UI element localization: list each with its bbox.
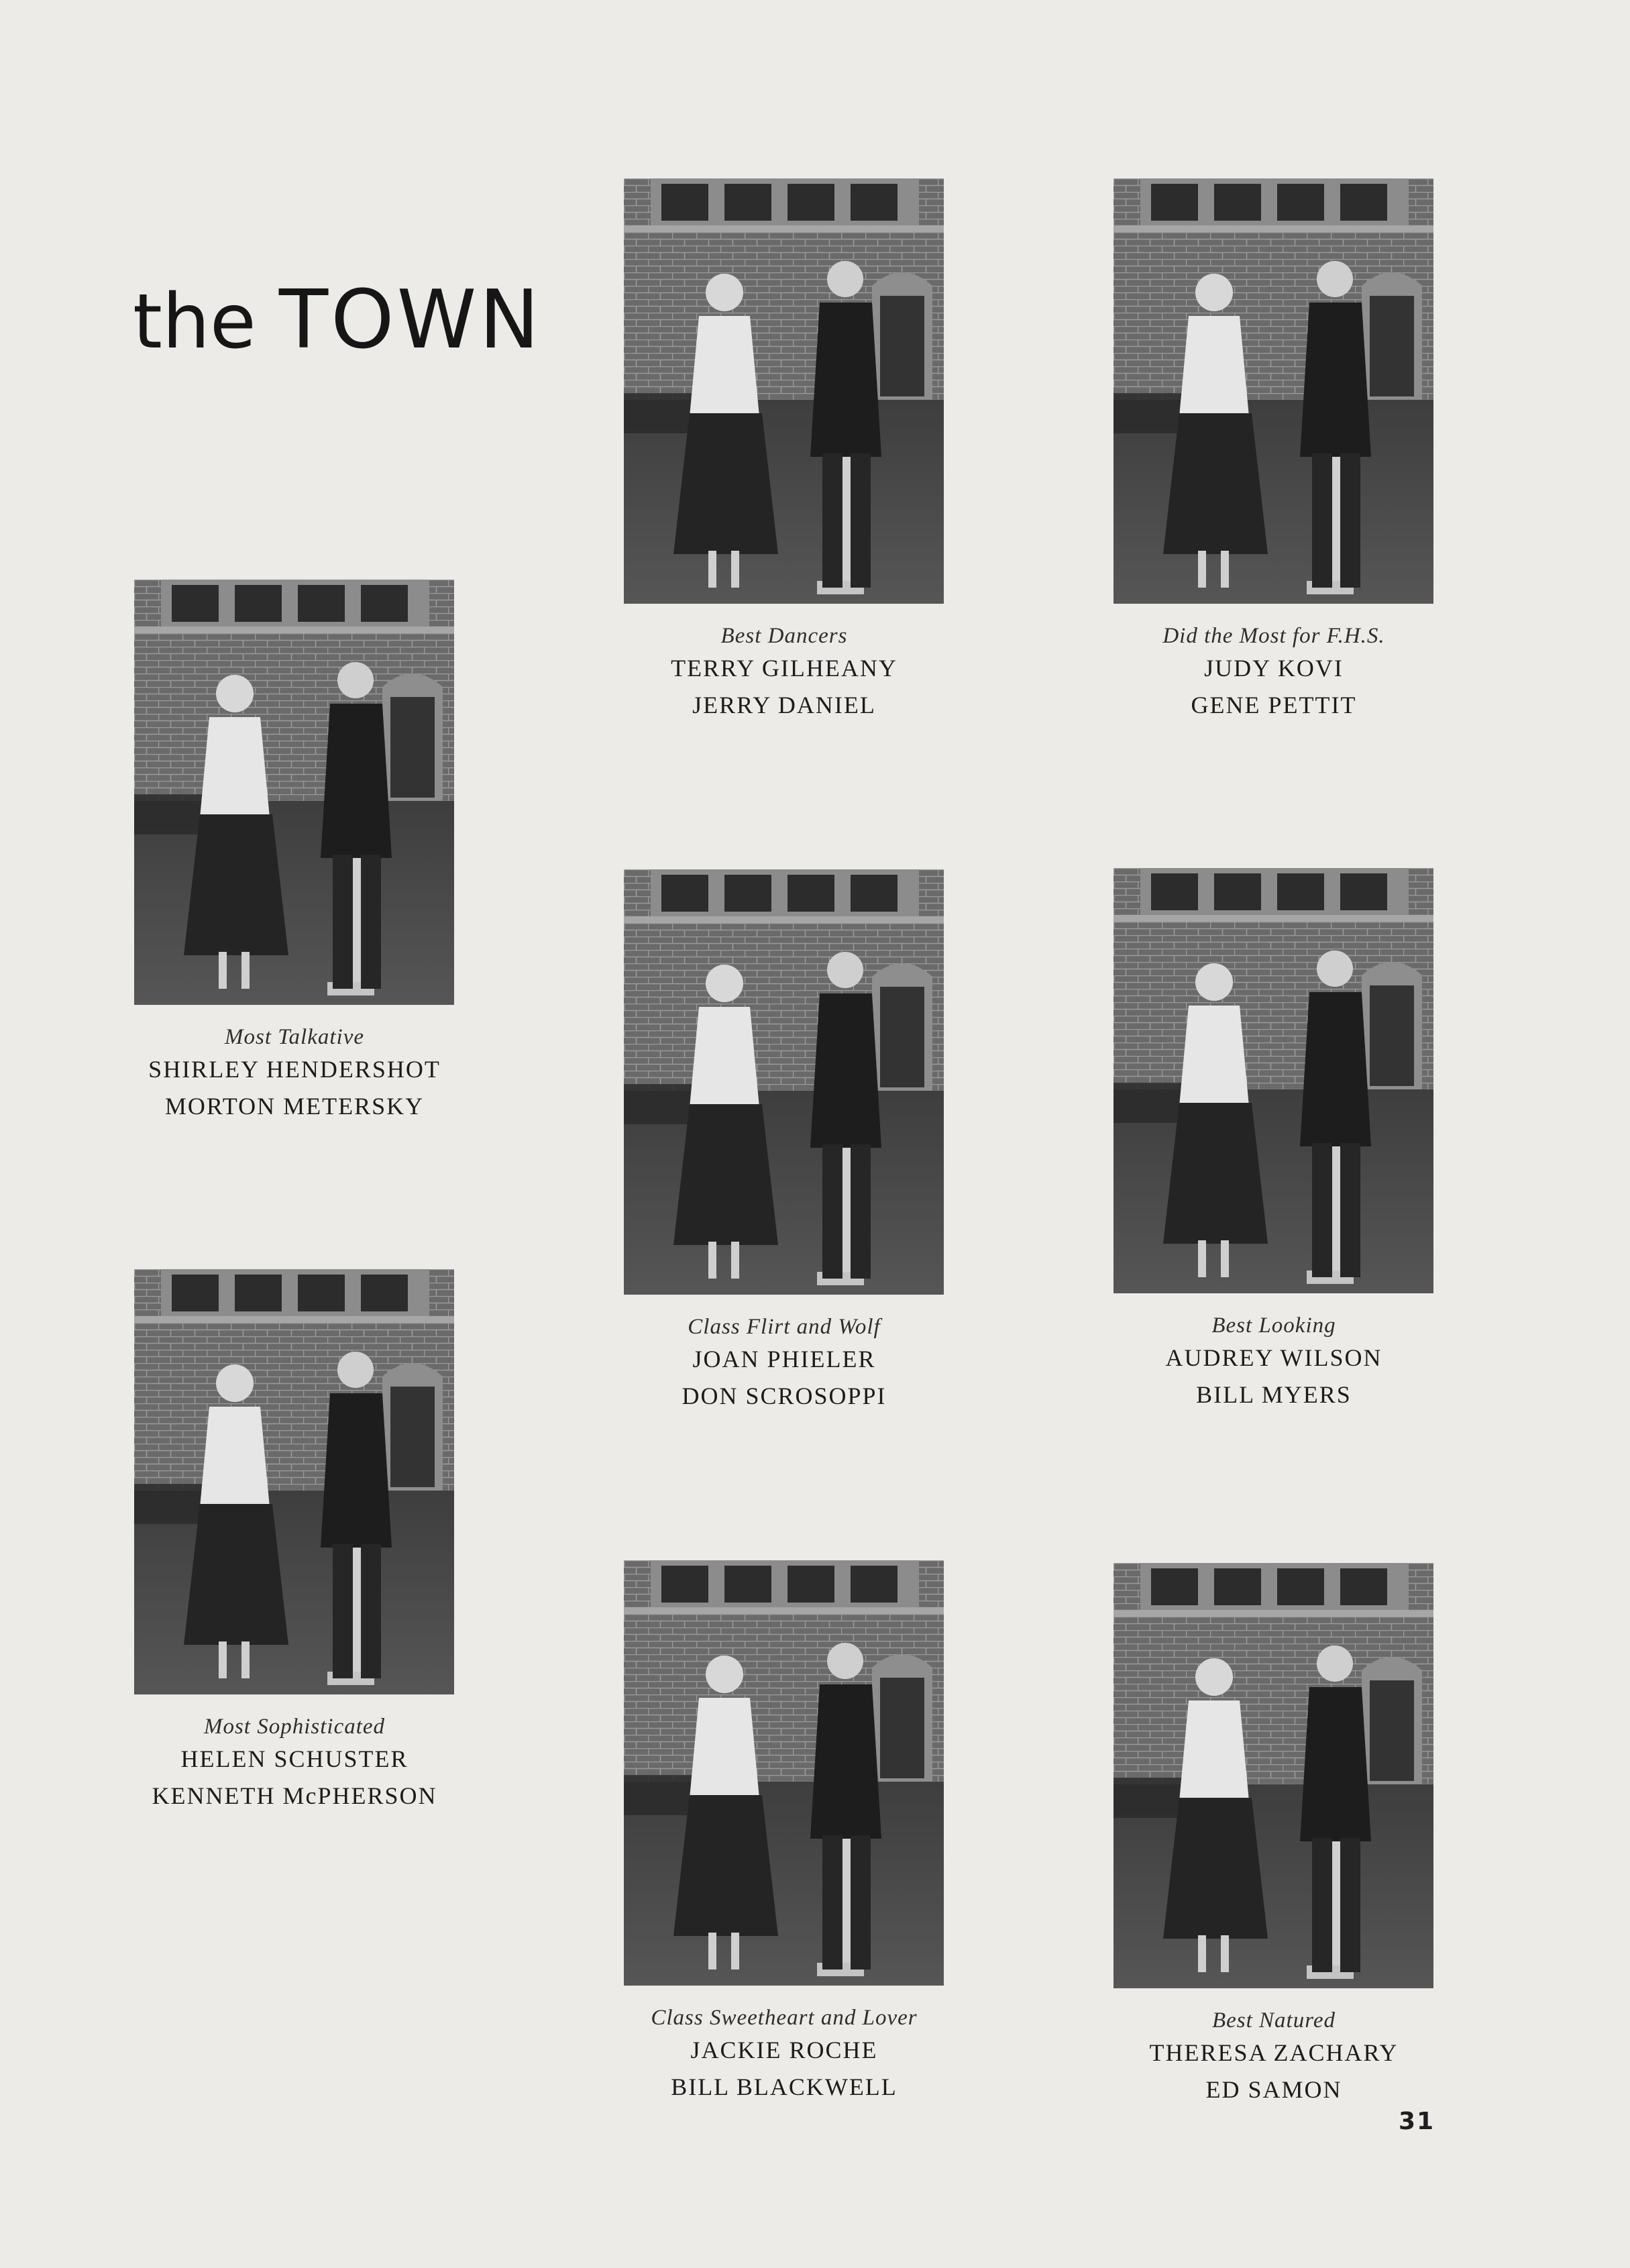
caption	[93, 1714, 496, 1815]
caption	[583, 1314, 985, 1415]
student-name: KENNETH McPHERSON	[152, 1782, 437, 1810]
caption	[93, 1024, 496, 1126]
student-name: DON SCROSOPPI	[682, 1383, 887, 1410]
student-name: JUDY KOVI	[1204, 654, 1344, 682]
photo-did-the-most	[1113, 178, 1433, 604]
student-name: BILL MYERS	[1196, 1381, 1352, 1409]
award-title: Class Sweetheart and Lover	[651, 2006, 918, 2030]
page-title	[133, 274, 542, 367]
photo-class-flirt-and-wolf	[624, 869, 944, 1295]
student-name: JERRY DANIEL	[692, 692, 876, 719]
award-title: Best Natured	[1211, 2008, 1336, 2033]
award-card-did-the-most	[1113, 178, 1433, 719]
photo-best-dancers	[624, 178, 944, 604]
page-title-lower: the	[133, 278, 256, 366]
student-name: THERESA ZACHARY	[1149, 2039, 1399, 2066]
caption	[583, 623, 985, 724]
award-card-best-natured	[1113, 1563, 1433, 2104]
award-title: Class Flirt and Wolf	[688, 1315, 881, 1339]
student-name: JACKIE ROCHE	[690, 2036, 878, 2063]
caption	[1073, 1313, 1475, 1414]
award-card-most-sophisticated	[134, 1269, 454, 1810]
award-title: Did the Most for F.H.S.	[1162, 624, 1385, 648]
award-card-best-dancers	[624, 178, 944, 719]
page-number: 31	[1399, 2108, 1435, 2135]
student-name: TERRY GILHEANY	[671, 654, 898, 682]
caption	[1073, 623, 1475, 724]
award-title: Best Looking	[1211, 1313, 1336, 1338]
student-name: BILL BLACKWELL	[671, 2073, 898, 2101]
photo-class-sweetheart-and-lover	[624, 1560, 944, 1986]
photo-best-looking	[1113, 868, 1433, 1293]
student-name: SHIRLEY HENDERSHOT	[148, 1055, 441, 1083]
photo-most-talkative	[134, 580, 454, 1005]
student-name: MORTON METERSKY	[164, 1093, 425, 1120]
award-title: Best Dancers	[720, 624, 848, 648]
award-card-best-looking	[1113, 868, 1433, 1409]
photo-best-natured	[1113, 1563, 1433, 1988]
award-card-class-sweetheart-and-lover	[624, 1560, 944, 2101]
student-name: JOAN PHIELER	[692, 1345, 876, 1372]
photo-most-sophisticated	[134, 1269, 454, 1694]
caption	[583, 2005, 985, 2106]
award-title: Most Sophisticated	[203, 1715, 386, 1739]
student-name: AUDREY WILSON	[1165, 1344, 1382, 1371]
student-name: HELEN SCHUSTER	[180, 1745, 409, 1772]
award-card-most-talkative	[134, 580, 454, 1120]
student-name: GENE PETTIT	[1191, 692, 1357, 719]
student-name: ED SAMON	[1205, 2076, 1342, 2104]
award-card-class-flirt-and-wolf	[624, 869, 944, 1410]
page-title-upper: TOWN	[278, 274, 542, 367]
award-title: Most Talkative	[224, 1025, 365, 1049]
caption	[1073, 2008, 1475, 2109]
